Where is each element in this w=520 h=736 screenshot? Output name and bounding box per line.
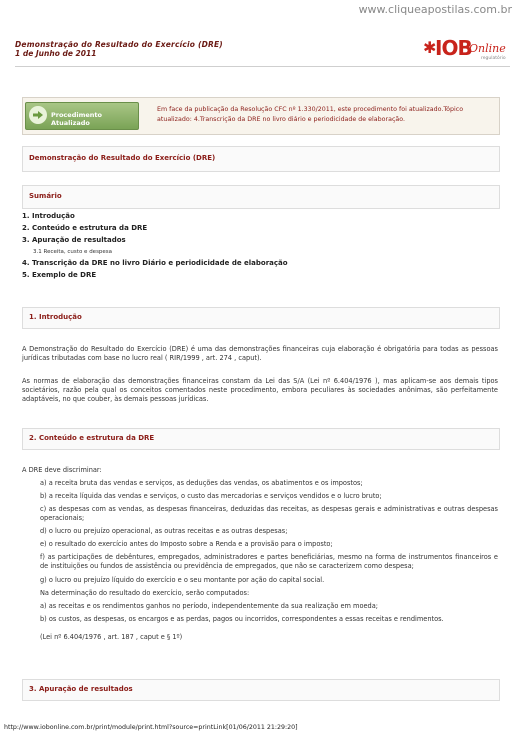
section-1-heading-box — [22, 307, 500, 329]
paragraph: As normas de elaboração das demonstrações financeiras constam da Lei das S/A (Lei nº 6.404/1976 ), mas aplicam-se aos demais tipos societários, razão pela qual os conceitos comentados neste procedimento, embora peculiares às sociedades anônimas, são perfeitamente adaptáveis, no que couber, às demais pessoas jurídicas. — [22, 377, 498, 403]
toc-item-1[interactable]: 1. Introdução — [22, 212, 75, 220]
section-2-heading: 2. Conteúdo e estrutura da DRE — [29, 434, 155, 442]
list-item: Na determinação do resultado do exercício, serão computados: — [40, 589, 250, 597]
procedure-updated-badge: Procedimento Atualizado — [25, 102, 139, 130]
section-2-heading-box — [22, 428, 500, 450]
document-date: 1 de Junho de 2011 — [15, 49, 97, 58]
summary-heading: Sumário — [29, 192, 62, 200]
iob-online-logo: ✱ IOB Online regulatório — [423, 36, 506, 61]
legal-reference: (Lei nº 6.404/1976 , art. 187 , caput e § 1º) — [40, 633, 183, 641]
paragraph: A DRE deve discriminar: — [22, 466, 102, 474]
list-item: f) as participações de debêntures, empregados, administradores e partes beneficiárias, mesmo na forma de instrumentos financeiros e de instituições ou fundos de assistência ou previdência de empregados, que não se caracterizem como despesa; — [40, 553, 498, 570]
toc-item-5[interactable]: 5. Exemplo de DRE — [22, 271, 97, 279]
section-1-heading: 1. Introdução — [29, 313, 82, 321]
list-item: a) a receita bruta das vendas e serviços, as deduções das vendas, os abatimentos e os impostos; — [40, 479, 363, 487]
paragraph: A Demonstração do Resultado do Exercício (DRE) é uma das demonstrações financeiras cuja elaboração é obrigatória para todas as pessoas jurídicas tributadas com base no lucro real ( RIR/1999 , art. 274 , caput). — [22, 345, 498, 362]
toc-item-3-1[interactable]: 3.1 Receita, custo e despesa — [33, 249, 113, 255]
list-item: g) o lucro ou prejuízo líquido do exercício e o seu montante por ação do capital social. — [40, 576, 325, 584]
list-item: e) o resultado do exercício antes do Imposto sobre a Renda e a provisão para o imposto; — [40, 540, 333, 548]
list-item: b) os custos, as despesas, os encargos e as perdas, pagos ou incorridos, correspondentes a essas receitas e rendimentos. — [40, 615, 444, 623]
document-title: Demonstração do Resultado do Exercício (DRE) — [15, 40, 223, 49]
list-item: a) as receitas e os rendimentos ganhos no período, independentemente da sua realização em moeda; — [40, 602, 378, 610]
main-title-box — [22, 146, 500, 172]
section-3-heading-box — [22, 679, 500, 701]
arrow-right-icon — [29, 106, 47, 124]
update-notice — [22, 97, 500, 135]
toc-item-3[interactable]: 3. Apuração de resultados — [22, 236, 126, 244]
summary-heading-box — [22, 185, 500, 209]
section-3-heading: 3. Apuração de resultados — [29, 685, 133, 693]
footer-url[interactable]: http://www.iobonline.com.br/print/module/print.html?source=printLink[01/06/2011 21:29:20] — [4, 724, 298, 731]
toc-item-4[interactable]: 4. Transcrição da DRE no livro Diário e periodicidade de elaboração — [22, 259, 288, 267]
notice-text: Em face da publicação da Resolução CFC nº 1.330/2011, este procedimento foi atualizado.Tópico atualizado: 4.Transcrição da DRE no livro diário e periodicidade de elaboração. — [157, 106, 464, 123]
list-item: c) as despesas com as vendas, as despesas financeiras, deduzidas das receitas, as despesas gerais e administrativas e outras despesas operacionais; — [40, 505, 498, 522]
watermark-url: www.cliqueapostilas.com.br — [358, 3, 512, 16]
main-title: Demonstração do Resultado do Exercício (DRE) — [29, 154, 216, 162]
header-divider — [15, 66, 510, 67]
list-item: b) a receita líquida das vendas e serviços, o custo das mercadorias e serviços vendidos e o lucro bruto; — [40, 492, 382, 500]
star-icon: ✱ — [423, 38, 437, 57]
list-item: d) o lucro ou prejuízo operacional, as outras receitas e as outras despesas; — [40, 527, 288, 535]
toc-item-2[interactable]: 2. Conteúdo e estrutura da DRE — [22, 224, 148, 232]
